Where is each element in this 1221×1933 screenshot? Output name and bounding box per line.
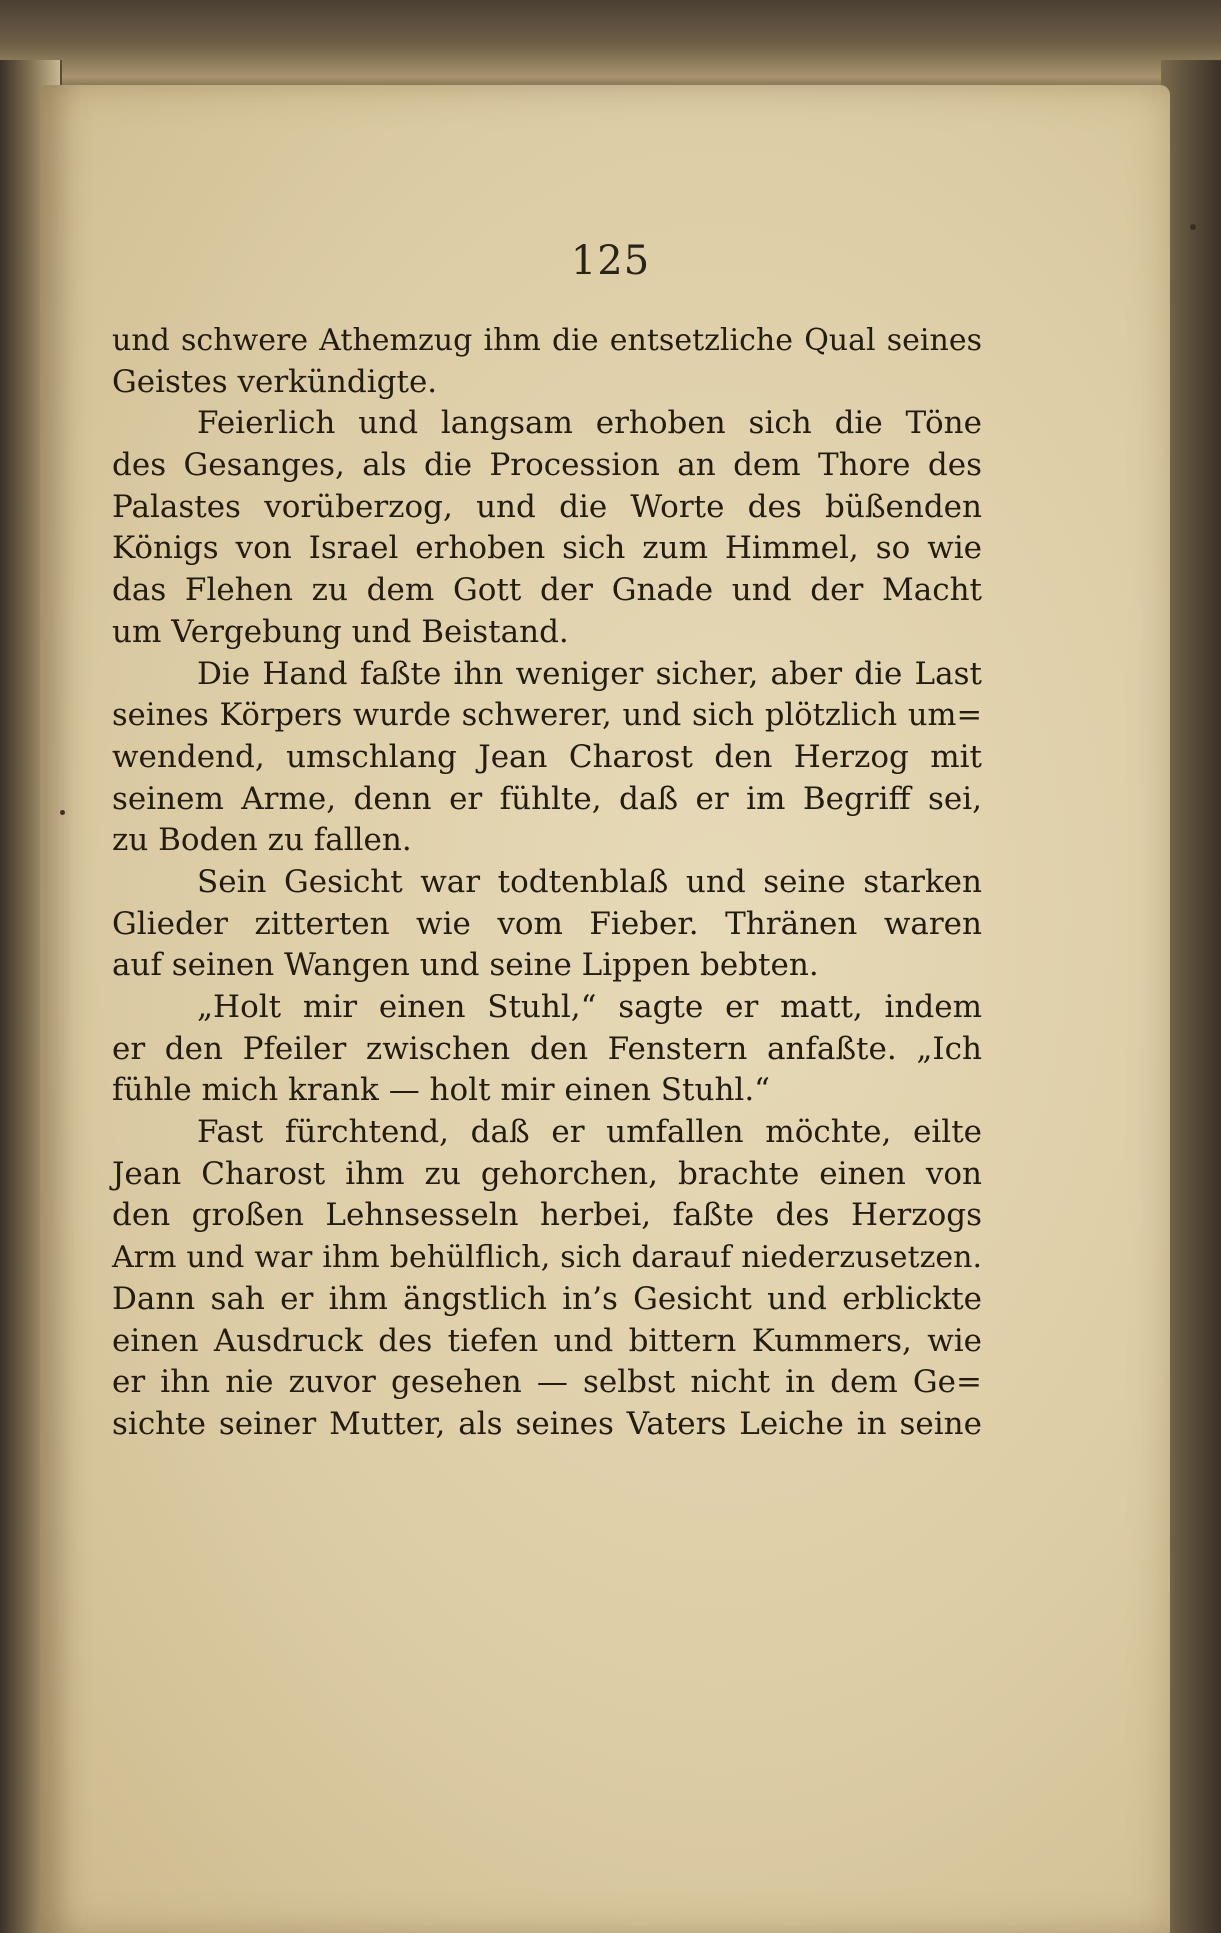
text-line: Feierlich und langsam erhoben sich die Töne: [197, 405, 982, 442]
text-line: Glieder zitterten wie vom Fieber. Thränen waren: [112, 905, 982, 942]
ink-speck: [60, 810, 65, 815]
text-line: seines Körpers wurde schwerer, und sich plötzlich um=: [112, 698, 982, 734]
text-line: zu Boden zu fallen.: [112, 822, 412, 859]
text-line: Königs von Israel erhoben sich zum Himmel, so wie: [112, 530, 982, 567]
text-line: des Gesanges, als die Procession an dem Thore des: [112, 447, 982, 484]
text-line: Die Hand faßte ihn weniger sicher, aber die Last: [197, 655, 982, 692]
ink-speck: [1190, 224, 1196, 230]
right-edge-shadow: [1161, 60, 1221, 1933]
text-line: fühle mich krank — holt mir einen Stuhl.“: [112, 1072, 771, 1109]
text-line: das Flehen zu dem Gott der Gnade und der Macht: [112, 572, 982, 609]
text-line: seinem Arme, denn er fühlte, daß er im Begriff sei,: [112, 780, 982, 817]
text-line: Fast fürchtend, daß er umfallen möchte, eilte: [197, 1114, 982, 1151]
text-line: einen Ausdruck des tiefen und bittern Kummers, wie: [112, 1322, 982, 1359]
body-text: [112, 320, 982, 1446]
text-line: Arm und war ihm behülflich, sich darauf niederzusetzen.: [112, 1240, 982, 1276]
text-line: Dann sah er ihm ängstlich in’s Gesicht und erblickte: [112, 1280, 982, 1317]
text-line: auf seinen Wangen und seine Lippen bebten.: [112, 947, 819, 984]
text-line: wendend, umschlang Jean Charost den Herzog mit: [112, 738, 982, 775]
text-line: Geistes verkündigte.: [112, 363, 438, 400]
text-line: Sein Gesicht war todtenblaß und seine starken: [197, 863, 982, 900]
text-line: „Holt mir einen Stuhl,“ sagte er matt, indem: [197, 989, 982, 1025]
text-line: Jean Charost ihm zu gehorchen, brachte einen von: [112, 1155, 982, 1192]
text-line: den großen Lehnsesseln herbei, faßte des Herzogs: [112, 1197, 982, 1234]
text-line: und schwere Athemzug ihm die entsetzliche Qual seines: [112, 323, 982, 358]
text-line: er den Pfeiler zwischen den Fenstern anfaßte. „Ich: [112, 1030, 982, 1067]
text-line: er ihn nie zuvor gesehen — selbst nicht in dem Ge=: [112, 1364, 982, 1401]
text-line: sichte seiner Mutter, als seines Vaters Leiche in seine: [112, 1405, 982, 1442]
text-line: Palastes vorüberzog, und die Worte des büßenden: [112, 488, 982, 525]
text-line: um Vergebung und Beistand.: [112, 613, 569, 650]
page-number: 125: [570, 238, 651, 284]
